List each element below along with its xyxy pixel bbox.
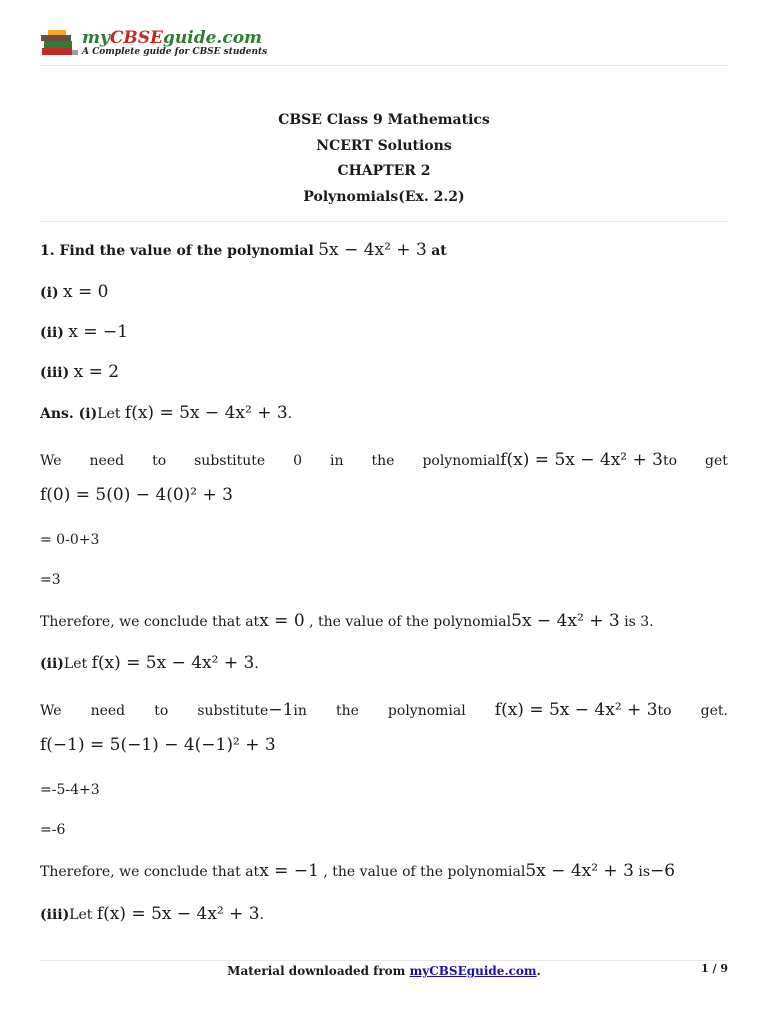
footer-note: Material downloaded from myCBSEguide.com. — [227, 964, 541, 978]
document-title — [0, 108, 768, 210]
polynomial-expr: 5x − 4x² + 3 — [318, 240, 427, 260]
logo-tagline: A Complete guide for CBSE students — [82, 47, 268, 57]
answer-part-1-let: Ans. (i)Let f(x) = 5x − 4x² + 3. — [40, 403, 293, 423]
substitution-result-2: f(−1) = 5(−1) − 4(−1)² + 3 — [40, 735, 276, 755]
question-part-1: (i) x = 0 — [40, 282, 109, 302]
step-2b: =-6 — [40, 822, 66, 838]
question-part-2: (ii) x = −1 — [40, 322, 129, 342]
site-logo — [40, 28, 268, 60]
conclusion-2: Therefore, we conclude that atx = −1 , the value of the polynomial5x − 4x² + 3 is−6 — [40, 861, 676, 881]
conclusion-1: Therefore, we conclude that atx = 0 , the value of the polynomial5x − 4x² + 3 is 3. — [40, 611, 654, 631]
title-divider — [40, 221, 728, 222]
page-number: 1 / 9 — [701, 962, 728, 975]
title-line-1: CBSE Class 9 Mathematics — [278, 112, 490, 128]
substitution-result-1: f(0) = 5(0) − 4(0)² + 3 — [40, 485, 233, 505]
title-line-4: Polynomials(Ex. 2.2) — [303, 188, 465, 205]
question-part-3: (iii) x = 2 — [40, 362, 120, 382]
title-line-2: NCERT Solutions — [316, 137, 452, 154]
substitute-line-2: We need to substitute−1in the polynomial f(x) = 5x − 4x² + 3to get. — [40, 700, 728, 720]
step-1b: =3 — [40, 572, 61, 588]
step-1a: = 0-0+3 — [40, 532, 100, 548]
substitute-line-1: We need to substitute 0 in the polynomialf(x) = 5x − 4x² + 3to get — [40, 450, 728, 470]
footer-divider — [40, 960, 728, 961]
books-icon — [40, 30, 80, 58]
footer-site-link[interactable]: myCBSEguide.com — [409, 964, 537, 978]
logo-brand: myCBSEguide.com — [82, 28, 263, 48]
question-text: 1. Find the value of the polynomial 5x − 4x² + 3 at — [40, 240, 447, 260]
answer-part-3-let: (iii)Let f(x) = 5x − 4x² + 3. — [40, 904, 265, 924]
answer-part-2-let: (ii)Let f(x) = 5x − 4x² + 3. — [40, 653, 259, 673]
title-line-3: CHAPTER 2 — [337, 163, 431, 179]
step-2a: =-5-4+3 — [40, 782, 100, 798]
header-divider — [40, 65, 728, 66]
